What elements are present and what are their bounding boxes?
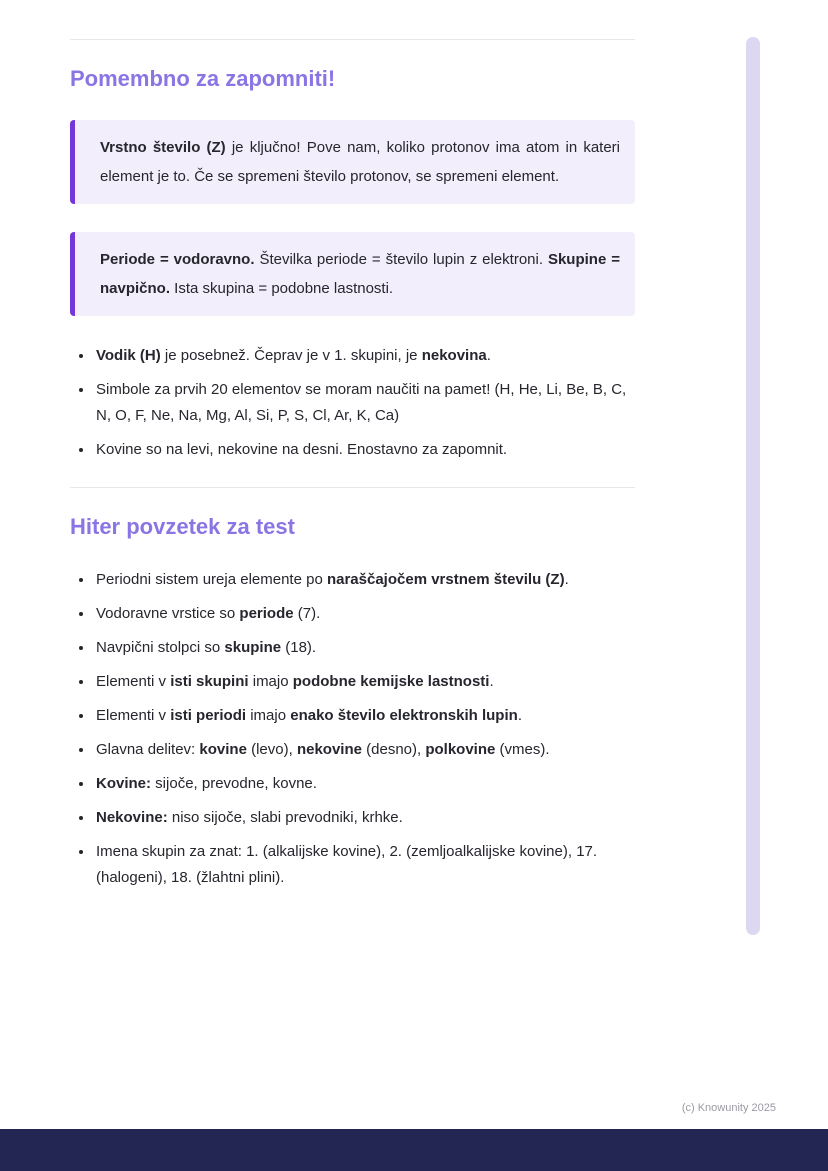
list-item: • Navpični stolpci so skupine (18).: [94, 634, 635, 661]
callout-periods-groups: [70, 232, 635, 316]
section2-title: Hiter povzetek za test: [70, 514, 295, 539]
list-item: • Kovine so na levi, nekovine na desni. Enostavno za zapomnit.: [94, 436, 635, 463]
list-item: • Periodni sistem ureja elemente po naraščajočem vrstnem številu (Z).: [94, 566, 635, 593]
list-item: • Kovine: sijoče, prevodne, kovne.: [94, 770, 635, 797]
list-item: • Imena skupin za znat: 1. (alkalijske kovine), 2. (zemljoalkalijske kovine), 17. (halogeni), 18. (žlahtni plini).: [94, 838, 635, 891]
list-item: • Elementi v isti periodi imajo enako število elektronskih lupin.: [94, 702, 635, 729]
summary-list: [70, 566, 635, 891]
bottom-bar: [0, 1129, 828, 1171]
section1-title: Pomembno za zapomniti!: [70, 66, 336, 91]
list-item: • Nekovine: niso sijoče, slabi prevodniki, krhke.: [94, 804, 635, 831]
list-item: • Elementi v isti skupini imajo podobne kemijske lastnosti.: [94, 668, 635, 695]
divider: [70, 39, 635, 40]
callout-text: Periode = vodoravno. Številka periode = število lupin z elektroni. Skupine = navpično. Ista skupina = podobne lastnosti.: [100, 251, 620, 297]
callout-text: Vrstno število (Z) je ključno! Pove nam, koliko protonov ima atom in kateri element je to. Če se spremeni število protonov, se spremeni element.: [100, 139, 621, 185]
key-points-list: [70, 342, 635, 463]
list-item: • Vodik (H) je posebnež. Čeprav je v 1. skupini, je nekovina.: [94, 342, 635, 369]
list-item: • Glavna delitev: kovine (levo), nekovine (desno), polkovine (vmes).: [94, 736, 635, 763]
list-item: • Simbole za prvih 20 elementov se moram naučiti na pamet! (H, He, Li, Be, B, C, N, O, F, Ne, Na, Mg, Al, Si, P, S, Cl, Ar, K, Ca): [94, 376, 635, 429]
list-item: • Vodoravne vrstice so periode (7).: [94, 600, 635, 627]
callout-atomic-number: [70, 120, 635, 204]
footer-copyright: (c) Knowunity 2025: [681, 1102, 776, 1114]
notes-content: [70, 0, 635, 898]
scrollbar-thumb[interactable]: [746, 37, 760, 935]
divider: [70, 487, 635, 488]
